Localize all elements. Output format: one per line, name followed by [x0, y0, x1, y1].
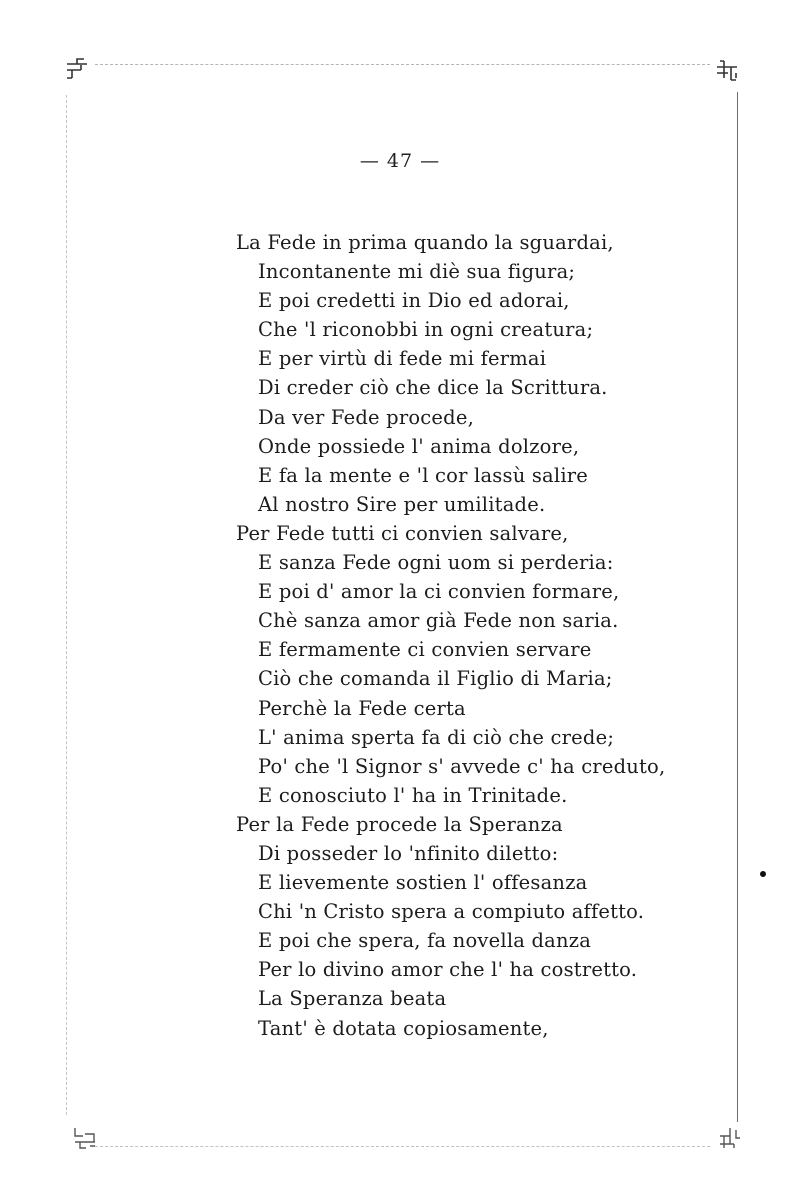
verse-line: Per Fede tutti ci convien salvare, [236, 521, 569, 545]
verse-line: Incontanente mi diè sua figura; [258, 260, 576, 284]
verse-line: E fa la mente e 'l cor lassù salire [258, 463, 589, 487]
corner-ornament-icon [714, 58, 740, 84]
verse-line: E fermamente ci convien servare [258, 638, 592, 662]
page-number: — 47 — [359, 150, 441, 172]
verse-line: E lievemente sostien l' offesanza [258, 871, 588, 895]
verse-line: Che 'l riconobbi in ogni creatura; [258, 318, 594, 342]
ink-speck [760, 871, 766, 877]
verse-line: Onde possiede l' anima dolzore, [258, 434, 580, 458]
verse-line: La Fede in prima quando la sguardai, [236, 231, 614, 254]
corner-ornament-icon [716, 1124, 742, 1150]
verse-line: E per virtù di fede mi fermai [258, 347, 547, 371]
verse-line: La Speranza beata [258, 987, 447, 1011]
verse-line: Po' che 'l Signor s' avvede c' ha creduto, [258, 754, 666, 778]
verse-line: Tant' è dotata copiosamente, [258, 1016, 549, 1040]
verse-line: Chi 'n Cristo spera a compiuto affetto. [258, 900, 645, 924]
verse-line: E poi d' amor la ci convien formare, [258, 580, 620, 604]
verse-line: Perchè la Fede certa [258, 696, 466, 720]
verse-line: E conosciuto l' ha in Trinitade. [258, 783, 568, 807]
verse-line: Ciò che comanda il Figlio di Maria; [258, 667, 613, 691]
verse-line: Chè sanza amor già Fede non saria. [258, 609, 619, 633]
verse-line: E poi che spera, fa novella danza [258, 929, 592, 953]
corner-ornament-icon [64, 56, 90, 82]
frame-top-rule [95, 64, 710, 65]
verse-line: Di creder ciò che dice la Scrittura. [258, 376, 608, 400]
verse-line: E poi credetti in Dio ed adorai, [258, 289, 570, 313]
verse-line: Da ver Fede procede, [258, 405, 474, 429]
verse-line: Al nostro Sire per umilitade. [258, 492, 546, 516]
corner-ornament-icon [72, 1124, 98, 1150]
verse-line: L' anima sperta fa di ciò che crede; [258, 725, 615, 749]
verse-line: Per la Fede procede la Speranza [236, 812, 563, 836]
verse-line: Per lo divino amor che l' ha costretto. [258, 958, 638, 982]
verse-line: Di posseder lo 'nfinito diletto: [258, 841, 559, 865]
verse-line: E sanza Fede ogni uom si perderia: [258, 551, 614, 575]
frame-bottom-rule [95, 1146, 710, 1147]
poem-body [0, 228, 800, 1043]
